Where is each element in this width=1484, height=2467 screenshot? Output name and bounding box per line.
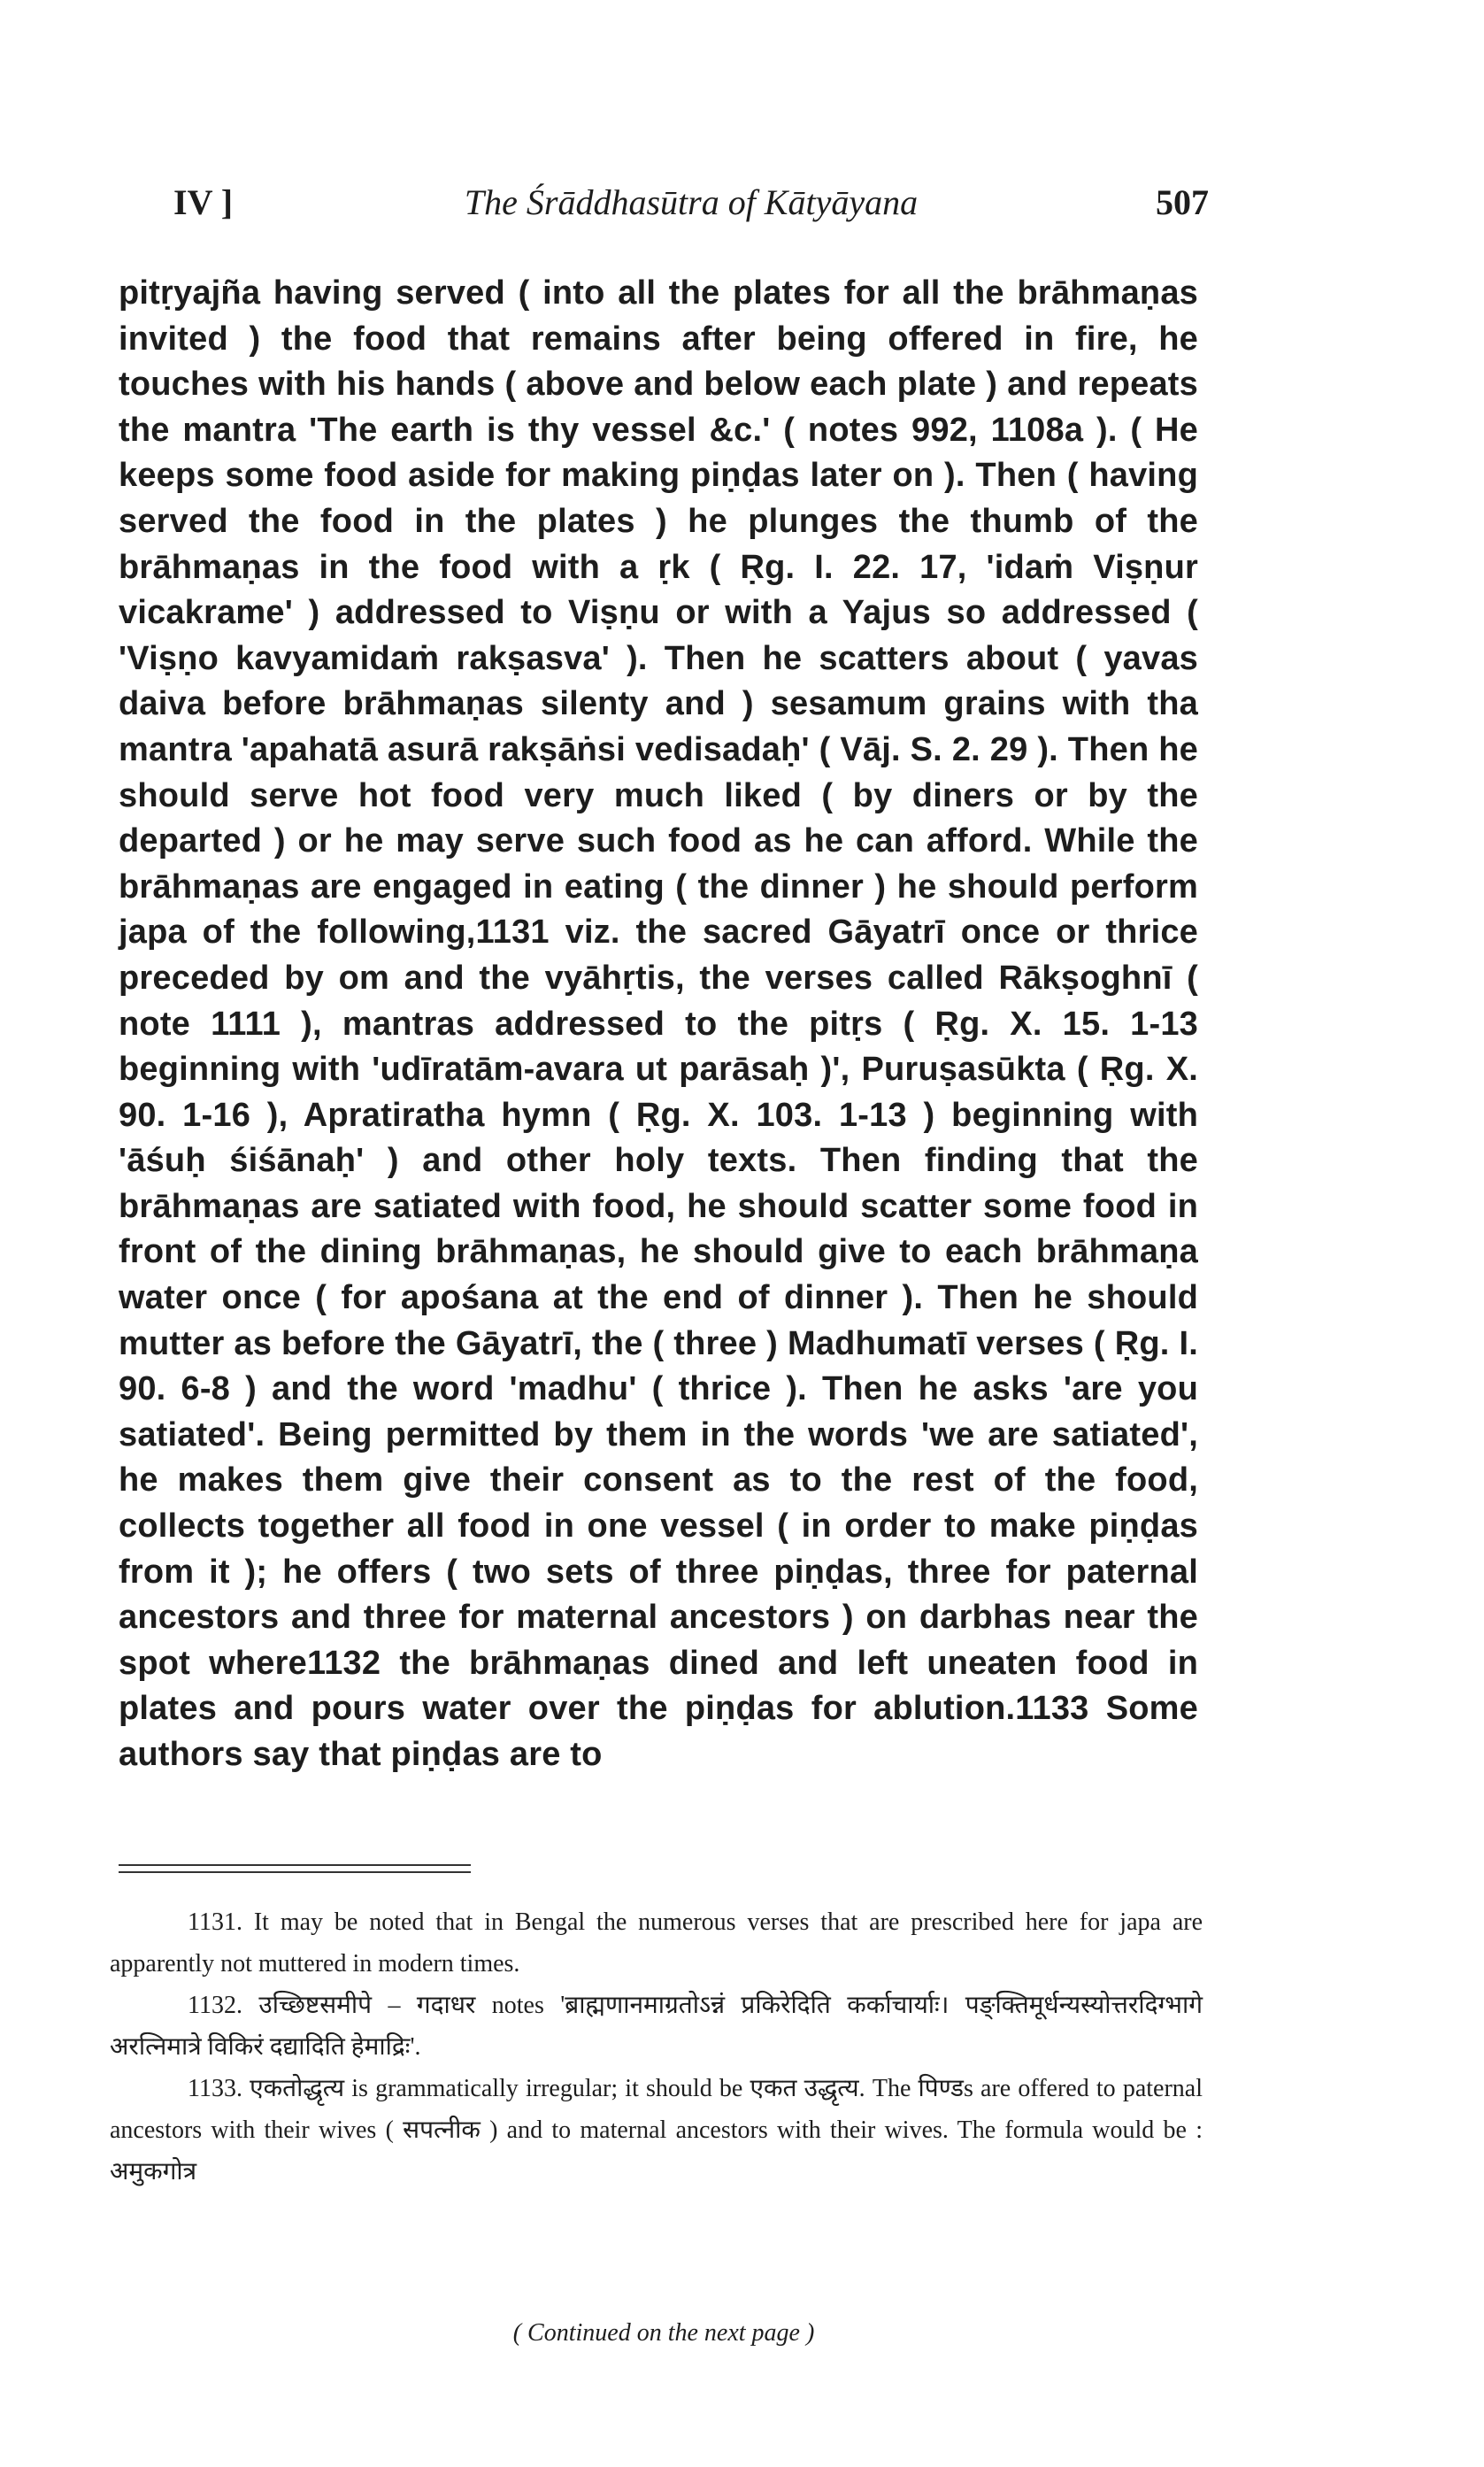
chapter-number: IV ] [173,182,234,222]
body-paragraph: pitṛyajña having served ( into all the plates for all the brāhmaṇas invited ) the food that remains after being offered in fire, he touches with his hands ( above and below each plate ) and repeats the mantra 'The earth is thy vessel &c.' ( notes 992, 1108a ). ( He keeps some food aside for making piṇḍas later on ). Then ( having served the food in the plates ) he plunges the thumb of the brāhmaṇas in the food with a ṛk ( Ṛg. I. 22. 17, 'idaṁ Viṣṇur vicakrame' ) addressed to Viṣṇu or with a Yajus so addressed ( 'Viṣṇo kavyamidaṁ rakṣasva' ). Then he scatters about ( yavas daiva before brāhmaṇas silenty and ) sesamum grains with tha mantra 'apahatā asurā rakṣāṅsi vedisadaḥ' ( Vāj. S. 2. 29 ). Then he should serve hot food very much liked ( by diners or by the departed ) or he may serve such food as he can afford. While the brāhmaṇas are engaged in eating ( the dinner ) he should perform japa of the following,1131 viz. the sacred Gāyatrī once or thrice preceded by om and the vyāhṛtis, the verses called Rākṣoghnī ( note 1111 ), mantras addressed to the pitṛs ( Ṛg. X. 15. 1-13 beginning with 'udīratām-avara ut parāsaḥ )', Puruṣasūkta ( Ṛg. X. 90. 1-16 ), Apratiratha hymn ( Ṛg. X. 103. 1-13 ) beginning with 'āśuḥ śiśānaḥ' ) and other holy texts. Then finding that the brāhmaṇas are satiated with food, he should scatter some food in front of the dining brāhmaṇas, he should give to each brāhmaṇa water once ( for apośana at the end of dinner ). Then he should mutter as before the Gāyatrī, the ( three ) Madhumatī verses ( Ṛg. I. 90. 6-8 ) and the word 'madhu' ( thrice ). Then he asks 'are you satiated'. Being permitted by them in the words 'we are satiated', he makes them give their consent as to the rest of the food, collects together all food in one vessel ( in order to make piṇḍas from it ); he offers ( two sets of three piṇḍas, three for paternal ancestors and three for maternal ancestors ) on darbhas near the spot where1132 the brāhmaṇas dined and left uneaten food in plates and pours water over the piṇḍas for ablution.1133 Some authors say that piṇḍas are to [119,274,1198,1773]
running-title: The Śrāddhasūtra of Kātyāyana [464,182,919,222]
footnote-text: उच्छिष्टसमीपे – गदाधर notes 'ब्राह्मणानमाग्रतोऽन्नं प्रकिरेदिति कर्काचार्याः। पङ्क्तिमूर्धन्यस्योत्तरदिग्भागे अरत्निमात्रे विकिरं दद्यादिति हेमाद्रिः'. [110,1992,1203,2061]
main-text [119,271,1198,1778]
footnote-rule [119,1864,471,1866]
footnote-1132 [110,1985,1203,2068]
footnote-text: It may be noted that in Bengal the numerous verses that are prescribed here for japa are apparently not muttered in modern times. [110,1908,1203,1977]
footnote-label: 1131. [188,1908,242,1936]
footnote-label: 1132. [188,1992,242,2019]
running-head [173,181,1209,235]
continued-note: ( Continued on the next page ) [512,2319,815,2347]
footnote-label: 1133. [188,2075,242,2102]
footnotes [110,1901,1203,2193]
footnote-rule-double [119,1871,471,1873]
footnote-1131 [110,1901,1203,1985]
footnote-1133 [110,2068,1203,2193]
page-number: 507 [1156,182,1209,222]
footnote-text: एकतोद्धृत्य is grammatically irregular; it should be एकत उद्धृत्य. The पिण्डs are offered to paternal ancestors with their wives ( सपत्नीक ) and to maternal ancestors with their wives. The formula would be : अमुकगोत्र [110,2075,1203,2186]
